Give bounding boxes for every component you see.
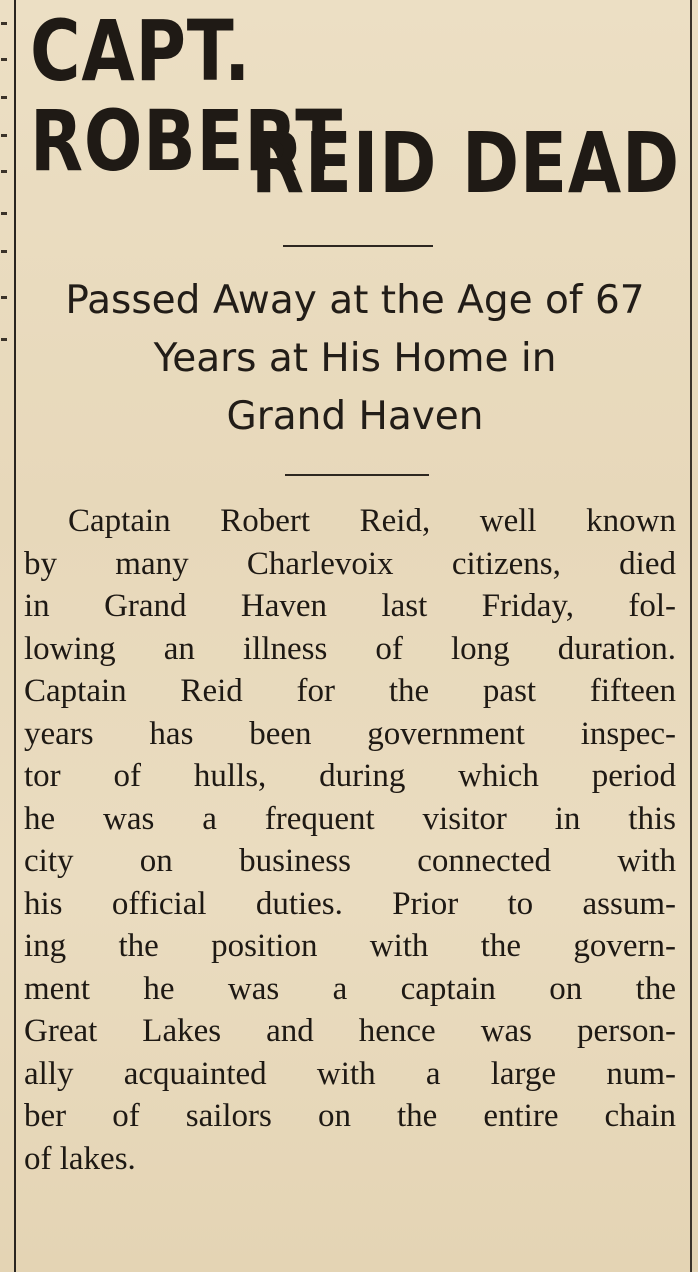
article-line: ber of sailors on the entire chain [24, 1098, 676, 1134]
subheadline-line-2: Years at His Home in [153, 336, 557, 381]
article-line: Great Lakes and hence was person- [24, 1013, 676, 1049]
right-column-rule [690, 0, 692, 1272]
article-line: ment he was a captain on the [24, 970, 676, 1007]
left-column-rule [14, 0, 16, 1272]
article-line: lowing an illness of long duration. [24, 630, 676, 667]
article-line: city on business connected with [24, 843, 676, 879]
headline-line-2: REID DEAD [251, 114, 680, 212]
subheadline [22, 272, 688, 446]
article-body [24, 500, 676, 1180]
adjacent-column-edge [0, 0, 10, 360]
article-line: ally acquainted with a large num- [24, 1055, 676, 1092]
headline-line-1: CAPT. ROBERT [30, 2, 343, 190]
article-line: his official duties. Prior to assum- [24, 885, 676, 922]
subheadline-divider [285, 474, 429, 476]
article-line: Captain Robert Reid, well known [68, 503, 676, 539]
article-line: of lakes. [24, 1140, 136, 1177]
article-line: he was a frequent visitor in this [24, 800, 676, 837]
article-line: Captain Reid for the past fifteen [24, 673, 676, 709]
article-line: in Grand Haven last Friday, fol- [24, 588, 676, 624]
article-line: years has been government inspec- [24, 715, 676, 752]
article-line: tor of hulls, during which period [24, 758, 676, 794]
subheadline-line-3: Grand Haven [226, 394, 484, 439]
headline-divider [283, 245, 433, 247]
article-line: ing the position with the govern- [24, 928, 676, 964]
article-line: by many Charlevoix citizens, died [24, 545, 676, 582]
subheadline-line-1: Passed Away at the Age of 67 [65, 278, 645, 323]
